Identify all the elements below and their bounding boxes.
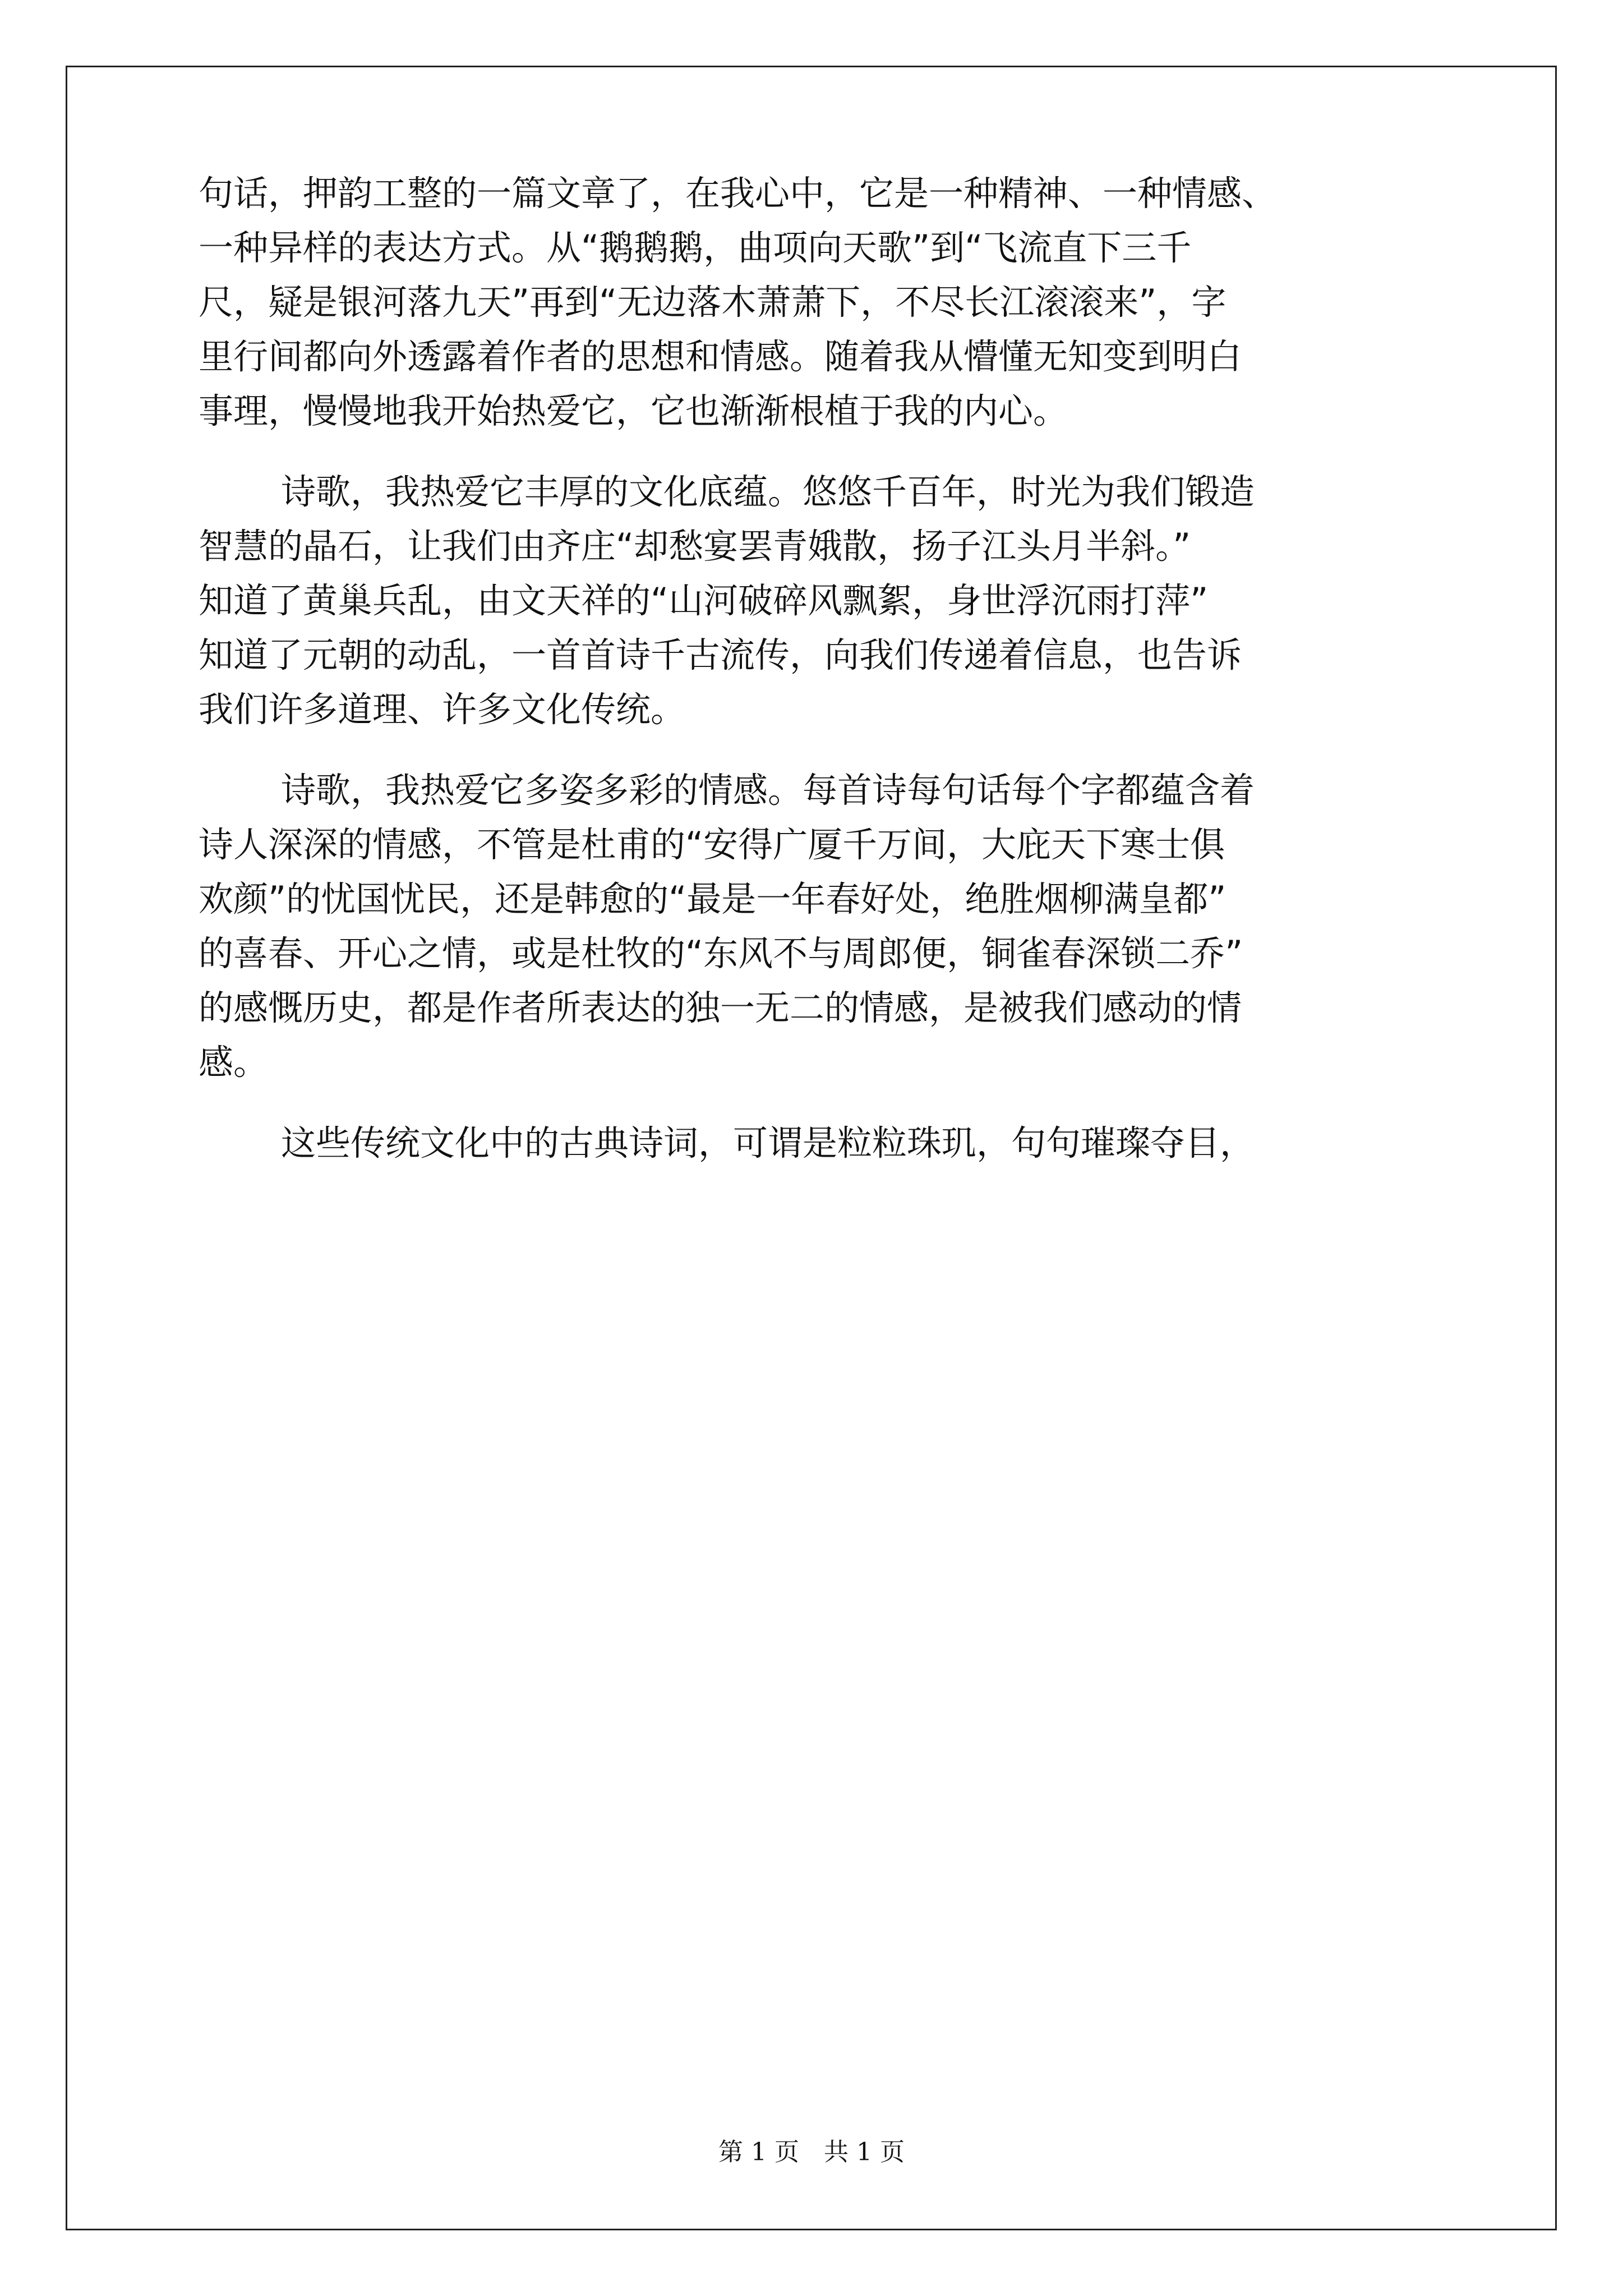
text-line: 的感慨历史，都是作者所表达的独一无二的情感，是被我们感动的情 <box>199 987 1242 1028</box>
text-line: 知道了黄巢兵乱，由文天祥的“山河破碎风飘絮，身世浮沉雨打萍” <box>199 580 1209 621</box>
text-line: 欢颜”的忧国忧民，还是韩愈的“最是一年春好处，绝胜烟柳满皇都” <box>199 878 1227 919</box>
text-line: 诗歌，我热爱它丰厚的文化底蕴。悠悠千百年，时光为我们锻造 <box>281 471 1255 512</box>
text-line: 事理，慢慢地我开始热爱它，它也渐渐根植于我的内心。 <box>199 390 1068 431</box>
paragraph-gap <box>199 1089 1466 1116</box>
text-line: 一种异样的表达方式。从“鹅鹅鹅，曲项向天歌”到“飞流直下三千 <box>199 227 1192 268</box>
text-line: 里行间都向外透露着作者的思想和情感。随着我从懵懂无知变到明白 <box>199 336 1242 377</box>
text-line: 的喜春、开心之情，或是杜牧的“东风不与周郎便，铜雀春深锁二乔” <box>199 933 1243 974</box>
paragraph-gap <box>199 737 1466 763</box>
text-line: 智慧的晶石，让我们由齐庄“却愁宴罢青娥散，扬子江头月半斜。” <box>199 526 1191 567</box>
paragraph <box>199 763 1466 1089</box>
paragraph <box>199 464 1466 737</box>
text-line: 诗歌，我热爱它多姿多彩的情感。每首诗每句话每个字都蕴含着 <box>281 770 1255 811</box>
text-line: 这些传统文化中的古典诗词，可谓是粒粒珠玑，句句璀璨夺目， <box>281 1122 1255 1163</box>
text-line: 尺，疑是银河落九天”再到“无边落木萧萧下，不尽长江滚滚来”，字 <box>199 282 1227 323</box>
paragraph <box>199 1116 1466 1170</box>
document-body <box>199 166 1466 1170</box>
paragraph <box>199 166 1466 438</box>
page-footer: 第 1 页 共 1 页 <box>718 2138 905 2166</box>
text-line: 诗人深深的情感，不管是杜甫的“安得广厦千万间，大庇天下寒士俱 <box>199 824 1225 865</box>
text-line: 句话，押韵工整的一篇文章了，在我心中，它是一种精神、一种情感、 <box>199 173 1277 214</box>
text-line: 我们许多道理、许多文化传统。 <box>199 689 686 730</box>
paragraph-gap <box>199 438 1466 464</box>
text-line: 知道了元朝的动乱，一首首诗千古流传，向我们传递着信息，也告诉 <box>199 634 1242 675</box>
text-line: 感。 <box>199 1042 269 1083</box>
